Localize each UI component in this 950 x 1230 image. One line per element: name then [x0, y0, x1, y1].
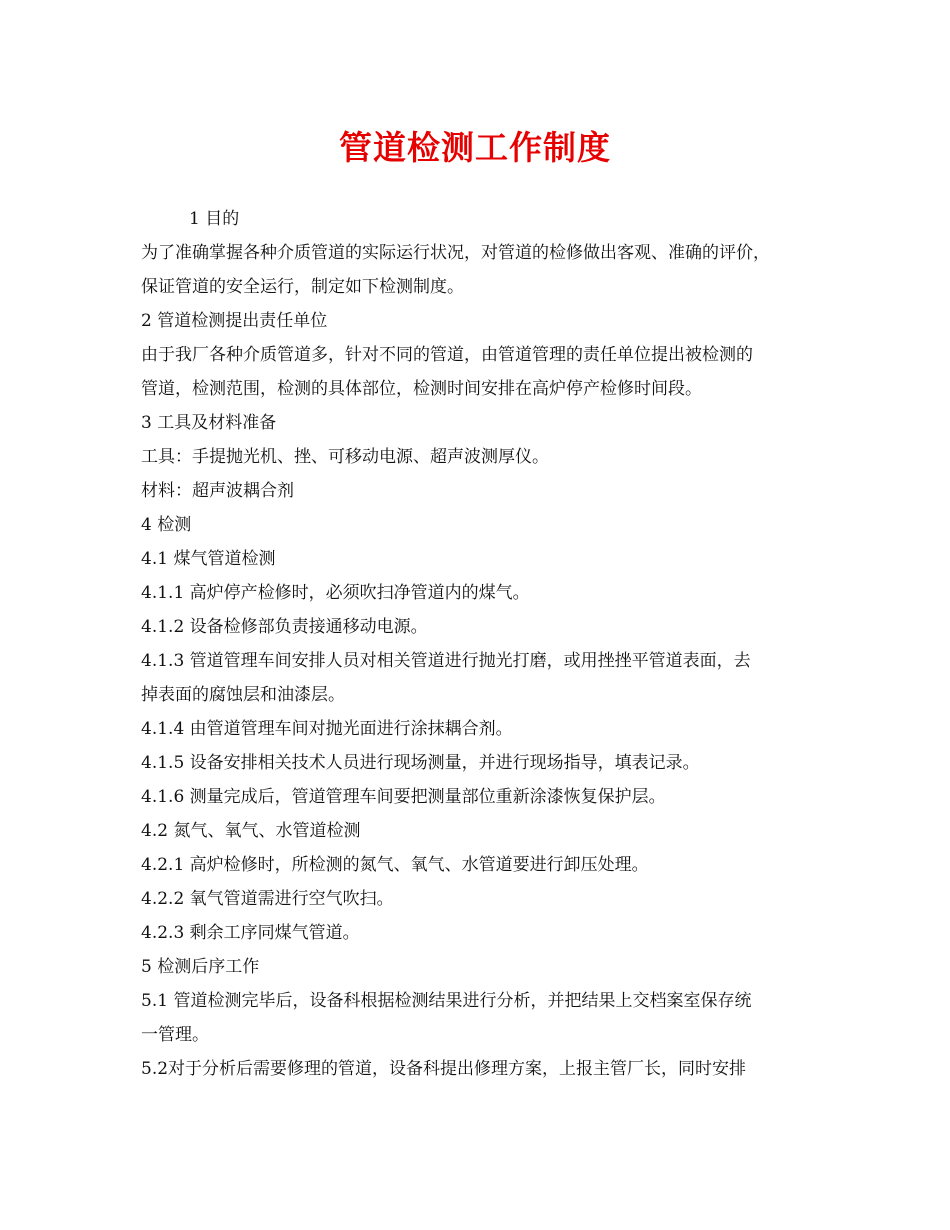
paragraph-line: 工具：手提抛光机、挫、可移动电源、超声波测厚仪。 — [141, 447, 549, 467]
section-heading: 5 检测后序工作 — [141, 957, 260, 977]
paragraph-line: 保证管道的安全运行，制定如下检测制度。 — [141, 277, 464, 297]
paragraph-line: 4.1.6 测量完成后，管道管理车间要把测量部位重新涂漆恢复保护层。 — [141, 787, 666, 807]
paragraph-line: 为了准确掌握各种介质管道的实际运行状况，对管道的检修做出客观、准确的评价， — [141, 243, 770, 263]
paragraph-line: 4.2.2 氧气管道需进行空气吹扫。 — [141, 889, 394, 909]
paragraph-line: 材料：超声波耦合剂 — [141, 481, 294, 501]
subsection-heading: 4.2 氮气、氧气、水管道检测 — [141, 821, 361, 841]
paragraph-line: 4.1.2 设备检修部负责接通移动电源。 — [141, 617, 428, 637]
paragraph-line: 4.2.3 剩余工序同煤气管道。 — [141, 923, 360, 943]
paragraph-line: 5.2对于分析后需要修理的管道，设备科提出修理方案，上报主管厂长，同时安排 — [141, 1059, 747, 1079]
subsection-heading: 4.1 煤气管道检测 — [141, 549, 276, 569]
document-title: 管道检测工作制度 — [339, 128, 611, 167]
paragraph-line: 掉表面的腐蚀层和油漆层。 — [141, 685, 345, 705]
document-body — [141, 202, 813, 1086]
paragraph-line: 4.1.4 由管道管理车间对抛光面进行涂抹耦合剂。 — [141, 719, 513, 739]
paragraph-line: 4.1.3 管道管理车间安排人员对相关管道进行抛光打磨，或用挫挫平管道表面，去 — [141, 651, 751, 671]
paragraph-line: 5.1 管道检测完毕后，设备科根据检测结果进行分析，并把结果上交档案室保存统 — [141, 991, 752, 1011]
paragraph-line: 由于我厂各种介质管道多，针对不同的管道，由管道管理的责任单位提出被检测的 — [141, 345, 753, 365]
paragraph-line: 管道，检测范围，检测的具体部位，检测时间安排在高炉停产检修时间段。 — [141, 379, 702, 399]
paragraph-line: 一管理。 — [141, 1025, 209, 1045]
paragraph-line: 4.1.5 设备安排相关技术人员进行现场测量，并进行现场指导，填表记录。 — [141, 753, 700, 773]
section-heading: 4 检测 — [141, 515, 192, 535]
section-heading: 1 目的 — [189, 209, 240, 229]
paragraph-line: 4.2.1 高炉检修时，所检测的氮气、氧气、水管道要进行卸压处理。 — [141, 855, 649, 875]
section-heading: 2 管道检测提出责任单位 — [141, 311, 328, 331]
paragraph-line: 4.1.1 高炉停产检修时，必须吹扫净管道内的煤气。 — [141, 583, 530, 603]
section-heading: 3 工具及材料准备 — [141, 413, 277, 433]
